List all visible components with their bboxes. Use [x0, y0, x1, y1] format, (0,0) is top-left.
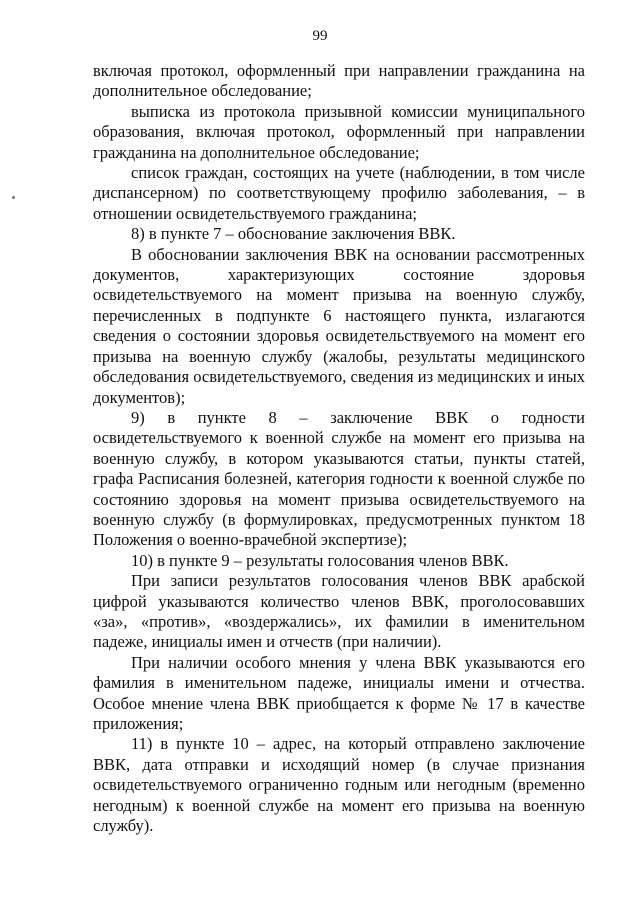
paragraph-item-9: 9) в пункте 8 – заключение ВВК о годности освидетельствуемого к военной службе на момент его призыва на военную службу, в котором указываются статьи, пункты статей, графа Расписания болезней, категория годности к военной службе по состоянию здоровья на момент призыва освидетельствуемого на военную службу (в формулировках, предусмотренных пунктом 18 Положения о военно-врачебной экспертизе); — [93, 407, 585, 550]
paragraph-item-10: 10) в пункте 9 – результаты голосования членов ВВК. — [131, 550, 509, 570]
paragraph-protocol-continuation: включая протокол, оформленный при направлении гражданина на дополнительное обследование; — [93, 61, 585, 101]
document-body — [93, 61, 585, 836]
paragraph-registry-list: список граждан, состоящих на учете (наблюдении, в том числе диспансерном) по соответствующему профилю заболевания, – в отношении освидетельствуемого гражданина; — [93, 163, 585, 223]
paragraph-commission-extract: выписка из протокола призывной комиссии муниципального образования, включая протокол, оформленный при направлении гражданина на дополнительное обследование; — [93, 101, 585, 162]
paragraph-item-11: 11) в пункте 10 – адрес, на который отправлено заключение ВВК, дата отправки и исходящий номер (в случае признания освидетельствуемого ограниченно годным или негодным (временно негодным) к военной службе на момент его призыва на военную службу). — [93, 734, 585, 836]
page-number: 99 — [312, 28, 328, 44]
paragraph-justification: В обосновании заключения ВВК на основании рассмотренных документов, характеризующих состояние здоровья освидетельствуемого на момент призыва на военную службу, перечисленных в подпункте 6 настоящего пункта, излагаются сведения о состоянии здоровья освидетельствуемого на момент его призыва на военную службу (жалобы, результаты медицинского обследования освидетельствуемого, сведения из медицинских и иных документов); — [93, 244, 585, 407]
paragraph-vote-recording: При записи результатов голосования членов ВВК арабской цифрой указываются количество членов ВВК, проголосовавших «за», «против», «воздержались», их фамилии в именительном падеже, инициалы имен и отчеств (при наличии). — [93, 571, 585, 652]
margin-speck — [12, 196, 15, 199]
paragraph-item-8: 8) в пункте 7 – обоснование заключения ВВК. — [131, 224, 456, 244]
paragraph-special-opinion: При наличии особого мнения у члена ВВК указываются его фамилия в именительном падеже, инициалы имени и отчества. Особое мнение члена ВВК приобщается к форме № 17 в качестве приложения; — [93, 652, 585, 733]
